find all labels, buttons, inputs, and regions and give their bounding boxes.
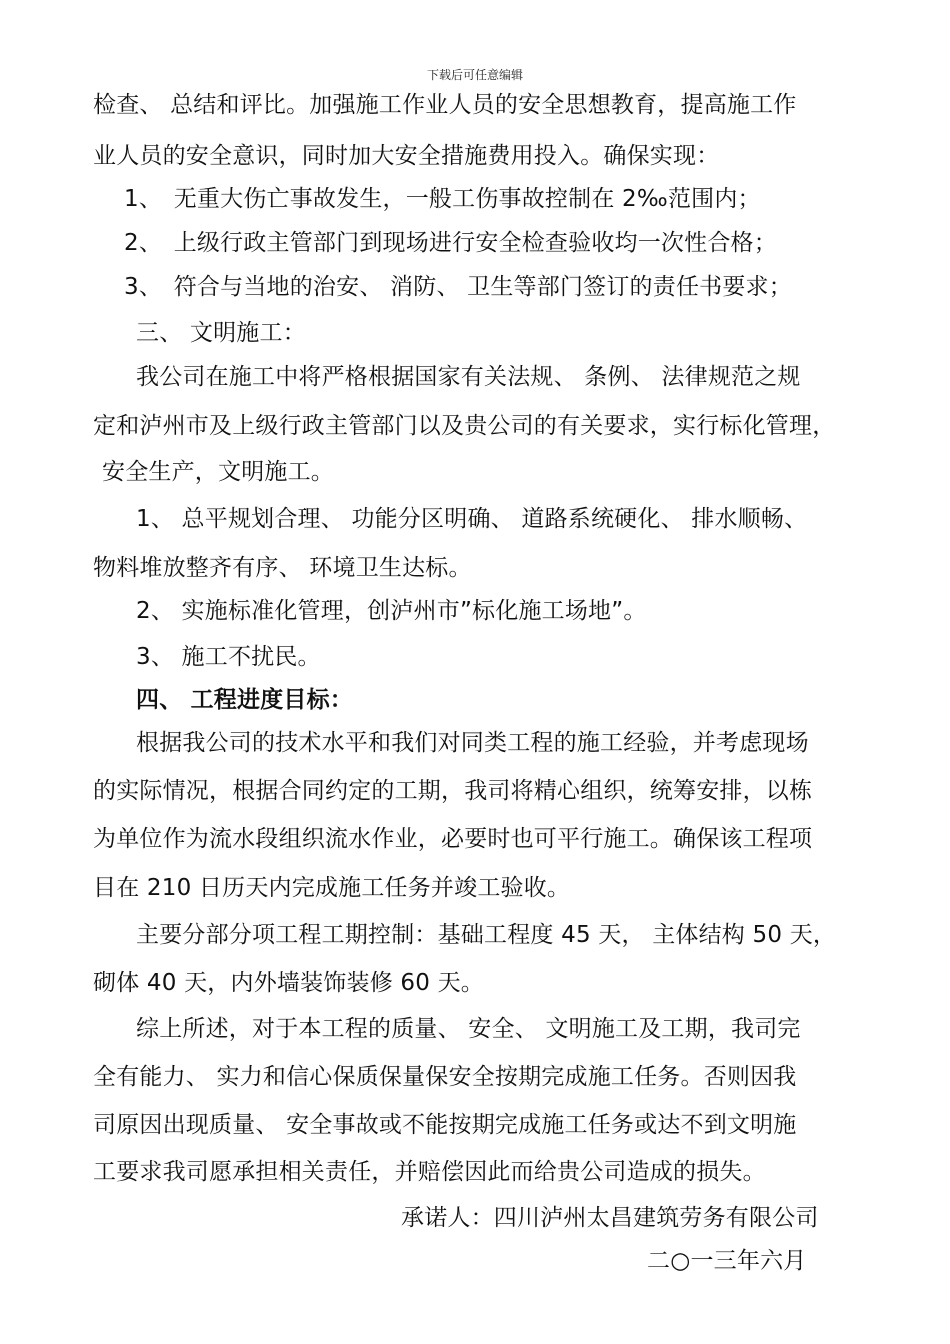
signatory: 承诺人：四川泸州太昌建筑劳务有限公司: [401, 1205, 819, 1231]
text-line: 定和泸州市及上级行政主管部门以及贵公司的有关要求，实行标化管理，: [93, 413, 836, 439]
text-line: 司原因出现质量、 安全事故或不能按期完成施工任务或达不到文明施: [93, 1112, 797, 1138]
text-line: 我公司在施工中将严格根据国家有关法规、 条例、 法律规范之规: [136, 364, 801, 390]
list-item: 2、 上级行政主管部门到现场进行安全检查验收均一次性合格；: [124, 230, 777, 256]
text-line: 业人员的安全意识，同时加大安全措施费用投入。确保实现：: [93, 143, 720, 169]
section-heading: 三、 文明施工：: [136, 320, 306, 346]
list-item: 1、 无重大伤亡事故发生，一般工伤事故控制在 2‰范围内；: [124, 186, 761, 212]
text-line: 检查、 总结和评比。加强施工作业人员的安全思想教育，提高施工作: [93, 92, 797, 118]
text-line: 为单位作为流水段组织流水作业，必要时也可平行施工。确保该工程项: [93, 826, 813, 852]
list-item: 2、 实施标准化管理，创泸州市”标化施工场地”。: [136, 598, 647, 624]
text-line: 目在 210 日历天内完成施工任务并竣工验收。: [93, 875, 571, 901]
date: 二○一三年六月: [647, 1248, 807, 1274]
text-line: 综上所述，对于本工程的质量、 安全、 文明施工及工期，我司完: [136, 1016, 801, 1042]
text-line: 砌体 40 天，内外墙装饰装修 60 天。: [93, 970, 484, 996]
text-line: 全有能力、 实力和信心保质保量保安全按期完成施工任务。否则因我: [93, 1064, 797, 1090]
section-heading: 四、 工程进度目标：: [136, 687, 354, 713]
list-item: 3、 符合与当地的治安、 消防、 卫生等部门签订的责任书要求；: [124, 274, 792, 300]
text-line: 安全生产，文明施工。: [102, 459, 334, 485]
list-item: 3、 施工不扰民。: [136, 644, 321, 670]
text-line: 物料堆放整齐有序、 环境卫生达标。: [93, 555, 472, 581]
list-item: 1、 总平规划合理、 功能分区明确、 道路系统硬化、 排水顺畅、: [136, 506, 808, 532]
text-line: 工要求我司愿承担相关责任，并赔偿因此而给贵公司造成的损失。: [93, 1159, 766, 1185]
text-line: 的实际情况，根据合同约定的工期，我司将精心组织，统筹安排，以栋: [93, 778, 813, 804]
page-header: 下载后可任意编辑: [426, 68, 523, 82]
text-line: 根据我公司的技术水平和我们对同类工程的施工经验，并考虑现场: [136, 730, 809, 756]
text-line: 主要分部分项工程工期控制：基础工程度 45 天， 主体结构 50 天，: [136, 922, 837, 948]
